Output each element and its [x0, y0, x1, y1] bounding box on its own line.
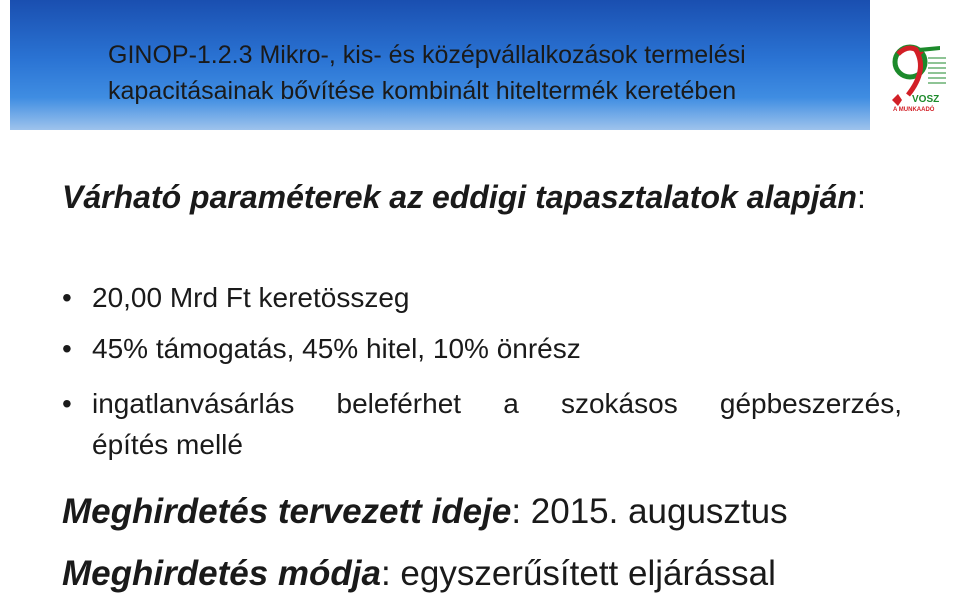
- announcement-mode-value: : egyszerűsített eljárással: [380, 554, 776, 593]
- list-item: [62, 330, 902, 367]
- intro-heading: [62, 173, 922, 222]
- title-line-2: kapacitásainak bővítése kombinált hiteltermék keretében: [108, 77, 737, 105]
- list-item-text-line-1: • ingatlanvásárlás beleférhet a szokásos gépbeszerzés,: [92, 388, 902, 419]
- list-item: [62, 381, 902, 463]
- announcement-time-label: Meghirdetés tervezett ideje: [62, 492, 512, 531]
- list-item-text-line-2: építés mellé: [92, 429, 243, 460]
- logo-subtext: A MUNKAADÓ: [893, 107, 935, 113]
- intro-text: Várható paraméterek az eddigi tapasztalatok alapján: [62, 179, 857, 215]
- logo-text: VOSZ: [912, 94, 940, 105]
- intro-colon: :: [856, 179, 866, 215]
- announcement-mode: [62, 552, 942, 596]
- title-line-1: GINOP-1.2.3 Mikro-, kis- és középvállalkozások termelési: [108, 41, 746, 69]
- parameter-list: [62, 279, 902, 481]
- list-item-text: 20,00 Mrd Ft keretösszeg: [92, 282, 410, 313]
- list-item: [62, 279, 902, 316]
- announcement-time-value: : 2015. augusztus: [511, 492, 788, 531]
- list-item-text: 45% támogatás, 45% hitel, 10% önrész: [92, 333, 581, 364]
- announcement-time: [62, 490, 942, 534]
- page-title: [108, 37, 868, 109]
- announcement-mode-label: Meghirdetés módja: [62, 554, 381, 593]
